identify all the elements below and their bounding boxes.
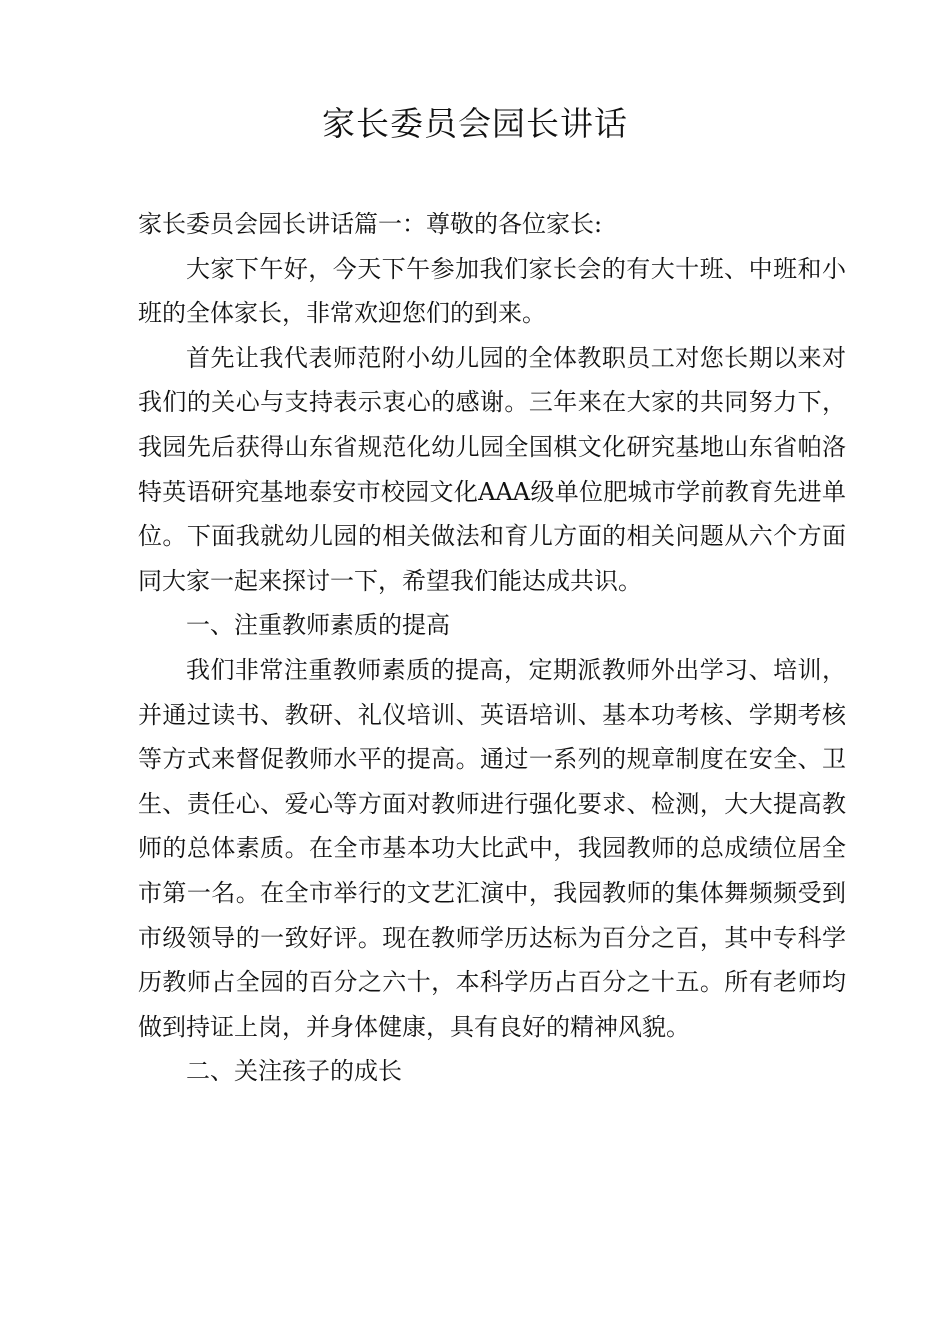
document-title: 家长委员会园长讲话 (322, 104, 628, 143)
section-heading-1: 一、注重教师素质的提高 (186, 611, 450, 640)
teacher-quality-paragraph: 我们非常注重教师素质的提高，定期派教师外出学习、培训，并通过读书、教研、礼仪培训、英语培训、基本功考核、学期考核等方式来督促教师水平的提高。通过一系列的规章制度在安全、卫生、责任心、爱心等方面对教师进行强化要求、检测，大大提高教师的总体素质。在全市基本功大比武中，我园教师的总成绩位居全市第一名。在全市举行的文艺汇演中，我园教师的集体舞频频受到市级领导的一致好评。现在教师学历达标为百分之百，其中专科学历教师占全园的百分之六十，本科学历占百分之十五。所有老师均做到持证上岗，并身体健康，具有良好的精神风貌。 (138, 655, 846, 1041)
document-body (138, 202, 846, 1094)
thanks-paragraph: 首先让我代表师范附小幼儿园的全体教职员工对您长期以来对我们的关心与支持表示衷心的感谢。三年来在大家的共同努力下，我园先后获得山东省规范化幼儿园全国棋文化研究基地山东省帕洛特英语研究基地泰安市校园文化AAA级单位肥城市学前教育先进单位。下面我就幼儿园的相关做法和育儿方面的相关问题从六个方面同大家一起来探讨一下，希望我们能达成共识。 (138, 343, 846, 595)
greeting-paragraph: 家长委员会园长讲话篇一：尊敬的各位家长: (138, 210, 603, 238)
welcome-paragraph: 大家下午好，今天下午参加我们家长会的有大十班、中班和小班的全体家长，非常欢迎您们的到来。 (138, 254, 846, 328)
section-heading-2: 二、关注孩子的成长 (186, 1057, 402, 1086)
